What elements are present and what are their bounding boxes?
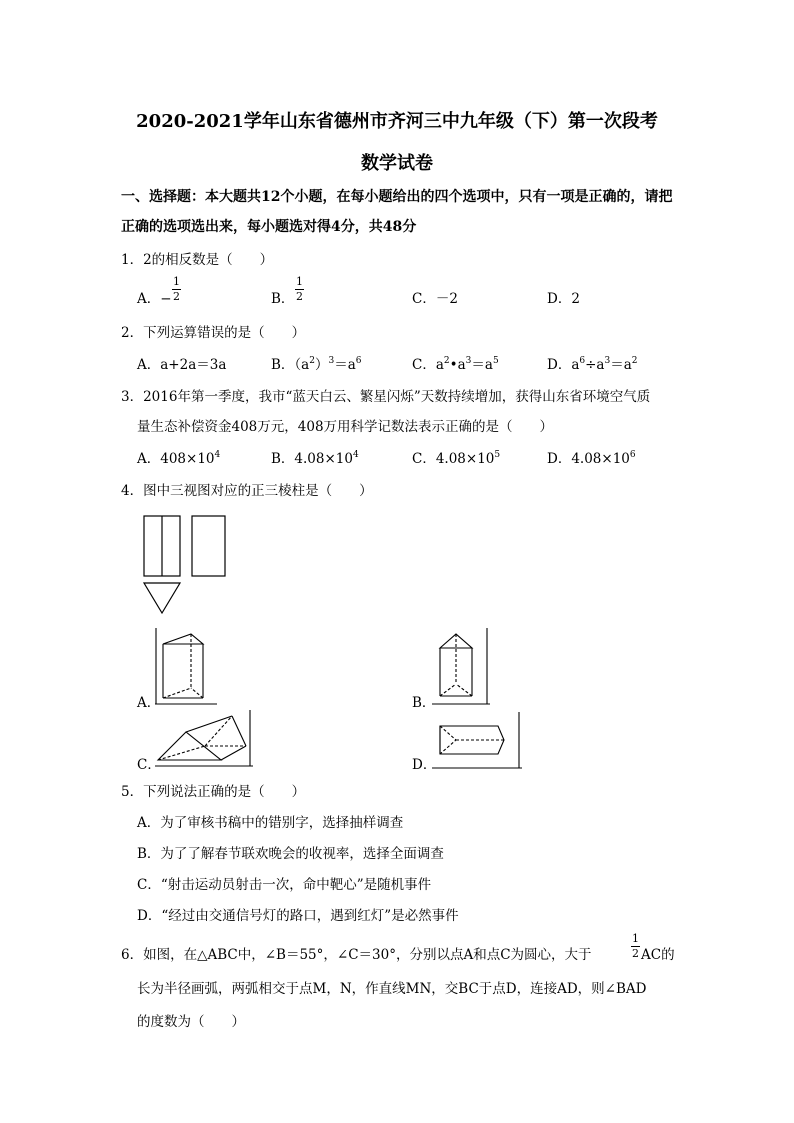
- q4-option-c-label: C．: [137, 757, 161, 773]
- q4-stem: 4．图中三视图对应的正三棱柱是（ ）: [121, 483, 373, 499]
- q4-option-a-label: A．: [137, 695, 161, 711]
- q1-option-b-fraction: 1 2: [296, 275, 303, 303]
- q6-line3: 的度数为（ ）: [137, 1014, 245, 1030]
- q2-stem: 2．下列运算错误的是（ ）: [121, 325, 306, 341]
- prism-option-c: [155, 710, 255, 770]
- q1-option-a-fraction: 1 2: [173, 275, 180, 303]
- q2-option-a: A．a+2a＝3a: [137, 357, 227, 373]
- q5-option-b: B．为了了解春节联欢晚会的收视率，选择全面调查: [137, 846, 444, 862]
- q5-option-a: A．为了审核书稿中的错别字，选择抽样调查: [137, 815, 404, 831]
- q6-line1-post: AC的: [641, 947, 675, 963]
- q1-option-b-label: B．: [271, 291, 295, 307]
- q6-line1-pre: 6．如图，在△ABC中，∠B＝55°，∠C＝30°，分别以点A和点C为圆心，大于: [121, 947, 592, 963]
- q4-option-d-label: D．: [412, 757, 437, 773]
- q6-line2: 长为半径画弧，两弧相交于点M，N，作直线MN，交BC于点D，连接AD，则∠BAD: [137, 981, 647, 997]
- side-view: [192, 516, 225, 576]
- q3-stem-line1: 3．2016年第一季度，我市“蓝天白云、繁星闪烁”天数持续增加，获得山东省环境空气质: [121, 389, 651, 405]
- q1-stem: 1．2的相反数是（ ）: [121, 252, 274, 268]
- prism-option-d: [432, 712, 522, 770]
- prism-option-b: [432, 628, 492, 706]
- q3-option-d: D．$4.08\times 10^6$: [547, 450, 636, 467]
- q4-option-b-label: B．: [412, 695, 436, 711]
- q5-stem: 5．下列说法正确的是（ ）: [121, 784, 306, 800]
- q1-option-a-label: A．−: [137, 291, 172, 307]
- three-view-figure: [140, 512, 240, 618]
- q1-option-c: C．－2: [412, 291, 458, 307]
- page-title: 2020-2021学年山东省德州市齐河三中九年级（下）第一次段考: [136, 111, 658, 132]
- q3-option-c: C．$4.08\times 10^5$: [412, 450, 501, 467]
- top-view: [144, 583, 180, 613]
- section-heading-line1: 一、选择题：本大题共12个小题，在每小题给出的四个选项中，只有一项是正确的，请把: [121, 189, 673, 205]
- q3-option-b: B．$4.08\times 10^4$: [271, 450, 359, 467]
- q3-option-a: A．$408\times 10^4$: [137, 450, 221, 467]
- q6-fraction: 1 2: [632, 932, 639, 960]
- prism-option-a: [155, 628, 220, 706]
- q1-option-d: D．2: [547, 291, 580, 307]
- q2-option-c: C．$a^2•a^3=a^5$: [412, 356, 499, 373]
- page-subtitle: 数学试卷: [361, 153, 433, 174]
- q2-option-d: D．$a^6\div a^3=a^2$: [547, 356, 638, 373]
- section-heading-line2: 正确的选项选出来，每小题选对得4分，共48分: [121, 219, 417, 235]
- q2-option-b: B．$(a^2)^3=a^6$: [271, 356, 362, 373]
- q3-stem-line2: 量生态补偿资金408万元，408万用科学记数法表示正确的是（ ）: [137, 419, 554, 435]
- q5-option-c: C．“射击运动员射击一次，命中靶心”是随机事件: [137, 877, 432, 893]
- q5-option-d: D．“经过由交通信号灯的路口，遇到红灯”是必然事件: [137, 908, 459, 924]
